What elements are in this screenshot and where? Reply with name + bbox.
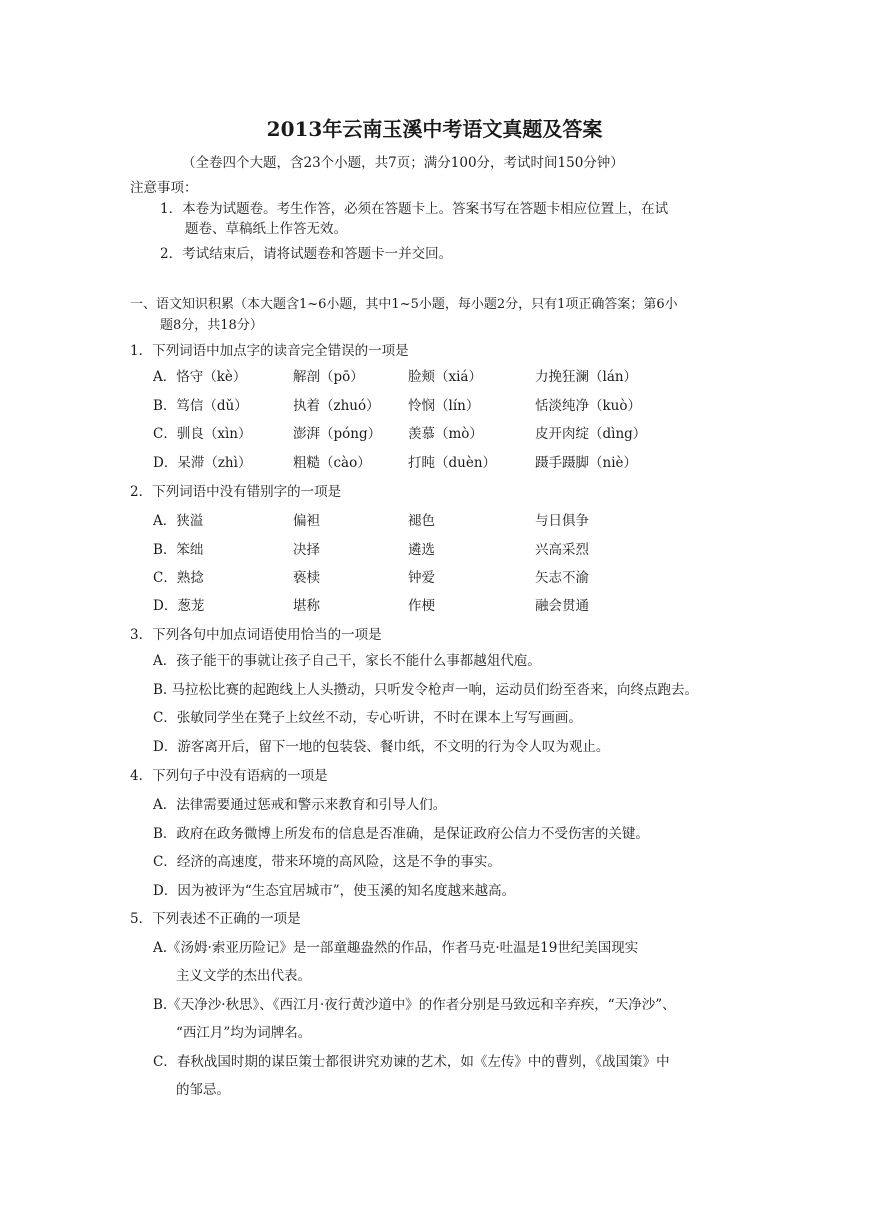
option-cell: 解剖（pō） <box>293 369 364 385</box>
question-2-stem: 2．下列词语中没有错别字的一项是 <box>130 484 342 500</box>
question-5-option-a: A.《汤姆·索亚历险记》是一部童趣盎然的作品，作者马克·吐温是19世纪美国现实 <box>153 940 639 956</box>
question-3-option-d: D．游客离开后，留下一地的包装袋、餐巾纸，不文明的行为令人叹为观止。 <box>153 739 610 755</box>
option-cell: 脸颊（xiá） <box>408 369 482 385</box>
option-cell: 羡慕（mò） <box>408 426 483 442</box>
question-1-option-d <box>0 453 869 475</box>
question-2-option-b <box>0 540 869 562</box>
question-4-option-b: B．政府在政务微博上所发布的信息是否准确，是保证政府公信力不受伤害的关键。 <box>153 826 649 842</box>
exam-info: （全卷四个大题，含23个小题，共7页；满分100分，考试时间150分钟） <box>182 155 624 171</box>
page-title: 2013年云南玉溪中考语文真题及答案 <box>266 117 603 141</box>
option-cell: 融会贯通 <box>535 598 589 614</box>
section-heading: 一、语文知识积累（本大题含1~6小题，其中1~5小题，每小题2分，只有1项正确答案；第6小 <box>130 297 678 312</box>
option-cell: 与日俱争 <box>535 513 589 529</box>
option-cell: 钟爱 <box>408 570 435 586</box>
question-5-option-b-cont: “西江月”均为词牌名。 <box>176 1025 312 1041</box>
question-3-option-c: C．张敏同学坐在凳子上纹丝不动，专心听讲，不时在课本上写写画画。 <box>153 710 582 726</box>
option-cell: 亵椟 <box>293 570 320 586</box>
question-5-option-b: B.《天净沙·秋思》、《西江月·夜行黄沙道中》的作者分别是马致远和辛弃疾，“天净沙”、 <box>153 997 676 1013</box>
option-cell: 作梗 <box>408 598 435 614</box>
question-1-option-b <box>0 396 869 418</box>
option-cell: D．葱茏 <box>153 598 205 614</box>
option-cell: C．驯良（xìn） <box>153 426 252 442</box>
question-2-option-d <box>0 596 869 618</box>
option-cell: 力挽狂澜（lán） <box>535 369 638 385</box>
option-cell: B．笨绌 <box>153 542 204 558</box>
notice-item-1-cont: 题卷、草稿纸上作答无效。 <box>185 221 347 237</box>
option-cell: 矢志不渝 <box>535 570 589 586</box>
option-cell: C．熟捻 <box>153 570 204 586</box>
option-cell: D．呆滞（zhì） <box>153 455 252 471</box>
option-cell: 堪称 <box>293 598 320 614</box>
option-cell: A．狭溢 <box>153 513 204 529</box>
option-cell: 澎湃（póng） <box>293 426 382 442</box>
section-heading-cont: 题8分，共18分） <box>160 318 263 333</box>
question-5-option-c-cont: 的邹忌。 <box>176 1082 230 1098</box>
question-1-option-a <box>0 367 869 389</box>
option-cell: B．笃信（dǔ） <box>153 398 248 414</box>
question-3-option-b: B. 马拉松比赛的起跑线上人头攒动，只听发令枪声一响，运动员们纷至沓来，向终点跑去。 <box>153 682 699 698</box>
option-cell: 兴高采烈 <box>535 542 589 558</box>
option-cell: 粗糙（cào） <box>293 455 371 471</box>
question-5-option-a-cont: 主义文学的杰出代表。 <box>176 968 311 984</box>
question-5-stem: 5．下列表述不正确的一项是 <box>130 911 301 927</box>
notice-heading: 注意事项： <box>130 180 198 196</box>
option-cell: 恬淡纯净（kuò） <box>535 398 642 414</box>
question-3-stem: 3．下列各句中加点词语使用恰当的一项是 <box>130 627 382 643</box>
option-cell: 执着（zhuó） <box>293 398 380 414</box>
question-4-option-d: D．因为被评为“生态宜居城市”，使玉溪的知名度越来越高。 <box>153 883 516 899</box>
question-2-option-c <box>0 568 869 590</box>
question-4-option-c: C．经济的高速度，带来环境的高风险，这是不争的事实。 <box>153 854 501 870</box>
question-1-option-c <box>0 424 869 446</box>
option-cell: 偏袒 <box>293 513 320 529</box>
option-cell: 蹑手蹑脚（niè） <box>535 455 638 471</box>
question-3-option-a: A．孩子能干的事就让孩子自己干，家长不能什么事都越俎代庖。 <box>153 653 541 669</box>
option-cell: 遴选 <box>408 542 435 558</box>
option-cell: 褪色 <box>408 513 435 529</box>
option-cell: A．恪守（kè） <box>153 369 247 385</box>
option-cell: 打盹（duèn） <box>408 455 497 471</box>
question-1-stem: 1．下列词语中加点字的读音完全错误的一项是 <box>130 343 409 359</box>
notice-item-2: 2．考试结束后，请将试题卷和答题卡一并交回。 <box>160 246 453 262</box>
option-cell: 决择 <box>293 542 320 558</box>
question-2-option-a <box>0 511 869 533</box>
question-4-stem: 4．下列句子中没有语病的一项是 <box>130 768 328 784</box>
question-4-option-a: A．法律需要通过惩戒和警示来教育和引导人们。 <box>153 797 447 813</box>
option-cell: 怜悯（lín） <box>408 398 480 414</box>
option-cell: 皮开肉绽（dìng） <box>535 426 647 442</box>
question-5-option-c: C．春秋战国时期的谋臣策士都很讲究劝谏的艺术，如《左传》中的曹刿，《战国策》中 <box>153 1054 670 1070</box>
notice-item-1: 1．本卷为试题卷。考生作答，必须在答题卡上。答案书写在答题卡相应位置上，在试 <box>160 201 669 217</box>
